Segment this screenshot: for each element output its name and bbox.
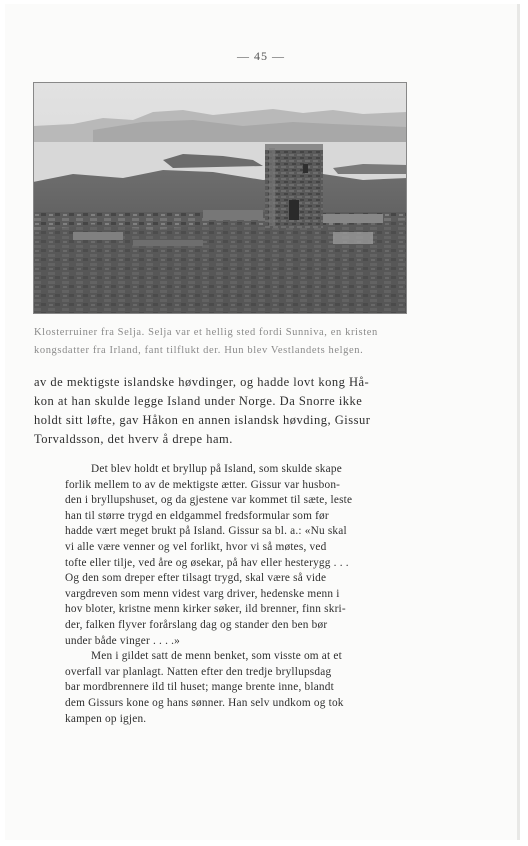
caption-line: kongsdatter fra Irland, fant tilflukt der. Hun blev Vestlandets helgen. [34, 345, 364, 356]
text-line: hov bloter, kristne menn kirker søker, ild brenner, finn skri- [65, 603, 346, 616]
text-line: vargdreven som menn videst varg driver, hedenske menn i [65, 587, 340, 600]
page-number: — 45 — [237, 49, 285, 63]
text-line: Torvaldsson, det hverv å drepe ham. [34, 432, 233, 446]
text-line: han til større trygd en eldgammel fredsformular som før [65, 509, 329, 522]
text-line: dem Gissurs kone og hans sønner. Han selv undkom og tok [65, 696, 344, 709]
text-line: kampen op igjen. [65, 712, 147, 725]
text-line: tofte eller tilje, ved åre og øsekar, på hav eller hesterygg . . . [65, 556, 349, 569]
main-paragraph [34, 373, 446, 449]
text-line: bar mordbrennere ild til huset; mange brente inne, blandt [65, 681, 334, 694]
text-line: der, falken flyver forårslang dag og stander den ben bør [65, 618, 328, 631]
caption-line: Klosterruiner fra Selja. Selja var et hellig sted fordi Sunniva, en kristen [34, 327, 378, 338]
text-line: Men i gildet satt de menn benket, som visste om at et [91, 650, 342, 663]
text-line: den i bryllupshuset, og da gjestene var kommet til sæte, leste [65, 494, 353, 507]
small-print-passage [65, 462, 446, 727]
photo-caption [34, 324, 446, 360]
book-page [5, 4, 520, 840]
text-line: under både vinger . . . .» [65, 634, 180, 647]
text-line: holdt sitt løfte, gav Håkon en annen islandsk høvding, Gissur [34, 413, 371, 427]
text-line: overfall var planlagt. Natten efter den tredje bryllupsdag [65, 665, 332, 678]
text-line: hadde vært meget brukt på Island. Gissur sa bl. a.: «Nu skal [65, 525, 347, 538]
ruined-stone-tower-photo-icon [33, 82, 407, 314]
text-line: forlik mellem to av de mektigste ætter. Gissur var husbon- [65, 478, 341, 491]
photo-monastery-ruins [33, 82, 407, 314]
text-line: kon at han skulde legge Island under Norge. Da Snorre ikke [34, 394, 363, 408]
text-line: Det blev holdt et bryllup på Island, som skulde skape [91, 463, 342, 475]
text-line: av de mektigste islandske høvdinger, og hadde lovt kong Hå- [34, 375, 370, 389]
text-line: vi alle være venner og vel forlikt, hvor vi så møtes, ved [65, 540, 327, 553]
text-line: Og den som dreper efter tilsagt trygd, skal være så vide [65, 572, 327, 585]
